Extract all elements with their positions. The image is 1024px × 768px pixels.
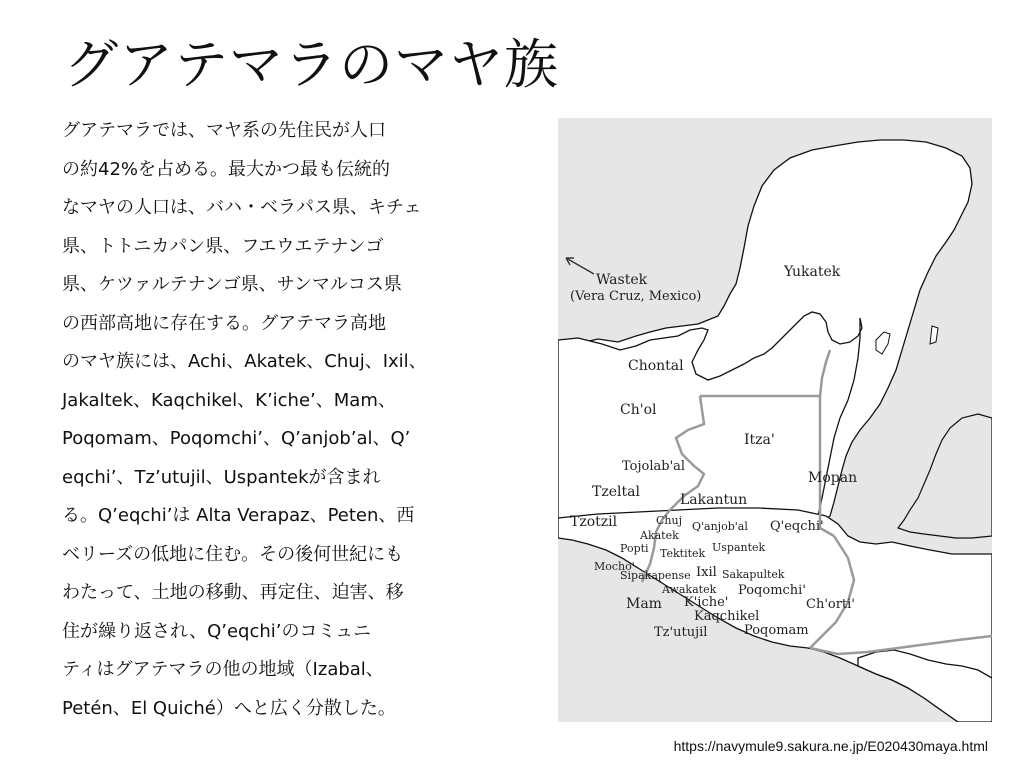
body-line: わたって、土地の移動、再定住、迫害、移 [62,582,404,603]
body-line: グアテマラでは、マヤ系の先住民が人口 [62,120,386,141]
body-paragraph [62,112,492,728]
body-line: ベリーズの低地に住む。その後何世紀にも [62,543,404,565]
maya-languages-map [558,118,992,722]
map-label-chol: Ch'ol [620,402,657,418]
map-label-popti: Popti [620,542,649,555]
body-line: 住が繰り返され、Q’eqchi’のコミュニ [62,620,372,642]
map-label-tojolabal: Tojolab'al [622,459,686,474]
map-label-tektitek: Tektitek [660,547,706,560]
map-label-awakatek: Awakatek [662,583,717,596]
body-line: eqchi’、Tz’utujil、Uspantekが含まれ [62,466,381,488]
slide-title: グアテマラのマヤ族 [64,33,559,96]
map-label-wastek: Wastek [596,272,648,288]
map-svg [558,118,992,722]
map-label-ixil: Ixil [696,565,717,580]
map-label-kaqchikel: Kaqchikel [694,609,760,624]
map-label-mocho: Mocho' [594,560,635,573]
body-line: の西部高地に存在する。グアテマラ高地 [62,312,386,334]
map-label-sakapultek: Sakapultek [722,568,785,581]
map-label-wastek-sub: (Vera Cruz, Mexico) [570,289,702,304]
map-label-uspantek: Uspantek [712,541,766,554]
body-line: なマヤの人口は、バハ・ベラパス県、キチェ [62,197,422,218]
body-line: る。Q’eqchi’は Alta Verapaz、Peten、西 [62,505,415,526]
body-line: ティはグアテマラの他の地域（Izabal、 [62,659,384,680]
map-label-mopan: Mopan [808,470,858,486]
map-label-poqomam: Poqomam [744,623,809,638]
map-label-chontal: Chontal [628,358,684,374]
map-label-akatek: Akatek [640,529,679,542]
body-line: Petén、El Quiché）へと広く分散した。 [62,697,396,719]
body-line: Poqomam、Poqomchi’、Q’anjob’al、Q’ [62,428,411,449]
map-label-yukatek: Yukatek [784,264,841,280]
map-label-itza: Itza' [744,432,775,448]
map-label-tzutujil: Tz'utujil [654,625,708,640]
body-line: の約42%を占める。最大かつ最も伝統的 [62,158,391,180]
source-url: https://navymule9.sakura.ne.jp/E020430maya.html [673,738,988,754]
map-label-qeqchi: Q'eqchi' [770,519,824,534]
map-label-tzotzil: Tzotzil [570,514,618,530]
map-label-chorti: Ch'orti' [806,597,855,612]
body-line: 県、トトニカパン県、フエウエテナンゴ [62,235,384,257]
map-label-kiche: K'iche' [684,595,729,610]
map-label-qanjobal: Q'anjob'al [692,520,748,533]
body-line: 県、ケツァルテナンゴ県、サンマルコス県 [62,274,402,295]
map-label-mam: Mam [626,596,662,612]
map-label-poqomchi: Poqomchi' [738,583,806,598]
map-label-tzeltal: Tzeltal [592,484,640,500]
body-line: Jakaltek、Kaqchikel、K’iche’、Mam、 [62,389,396,411]
body-line: のマヤ族には、Achi、Akatek、Chuj、Ixil、 [62,351,427,372]
map-label-lakantun: Lakantun [680,492,748,508]
map-label-chuj: Chuj [656,514,682,527]
map-label-sipakapense: Sipakapense [620,569,691,582]
